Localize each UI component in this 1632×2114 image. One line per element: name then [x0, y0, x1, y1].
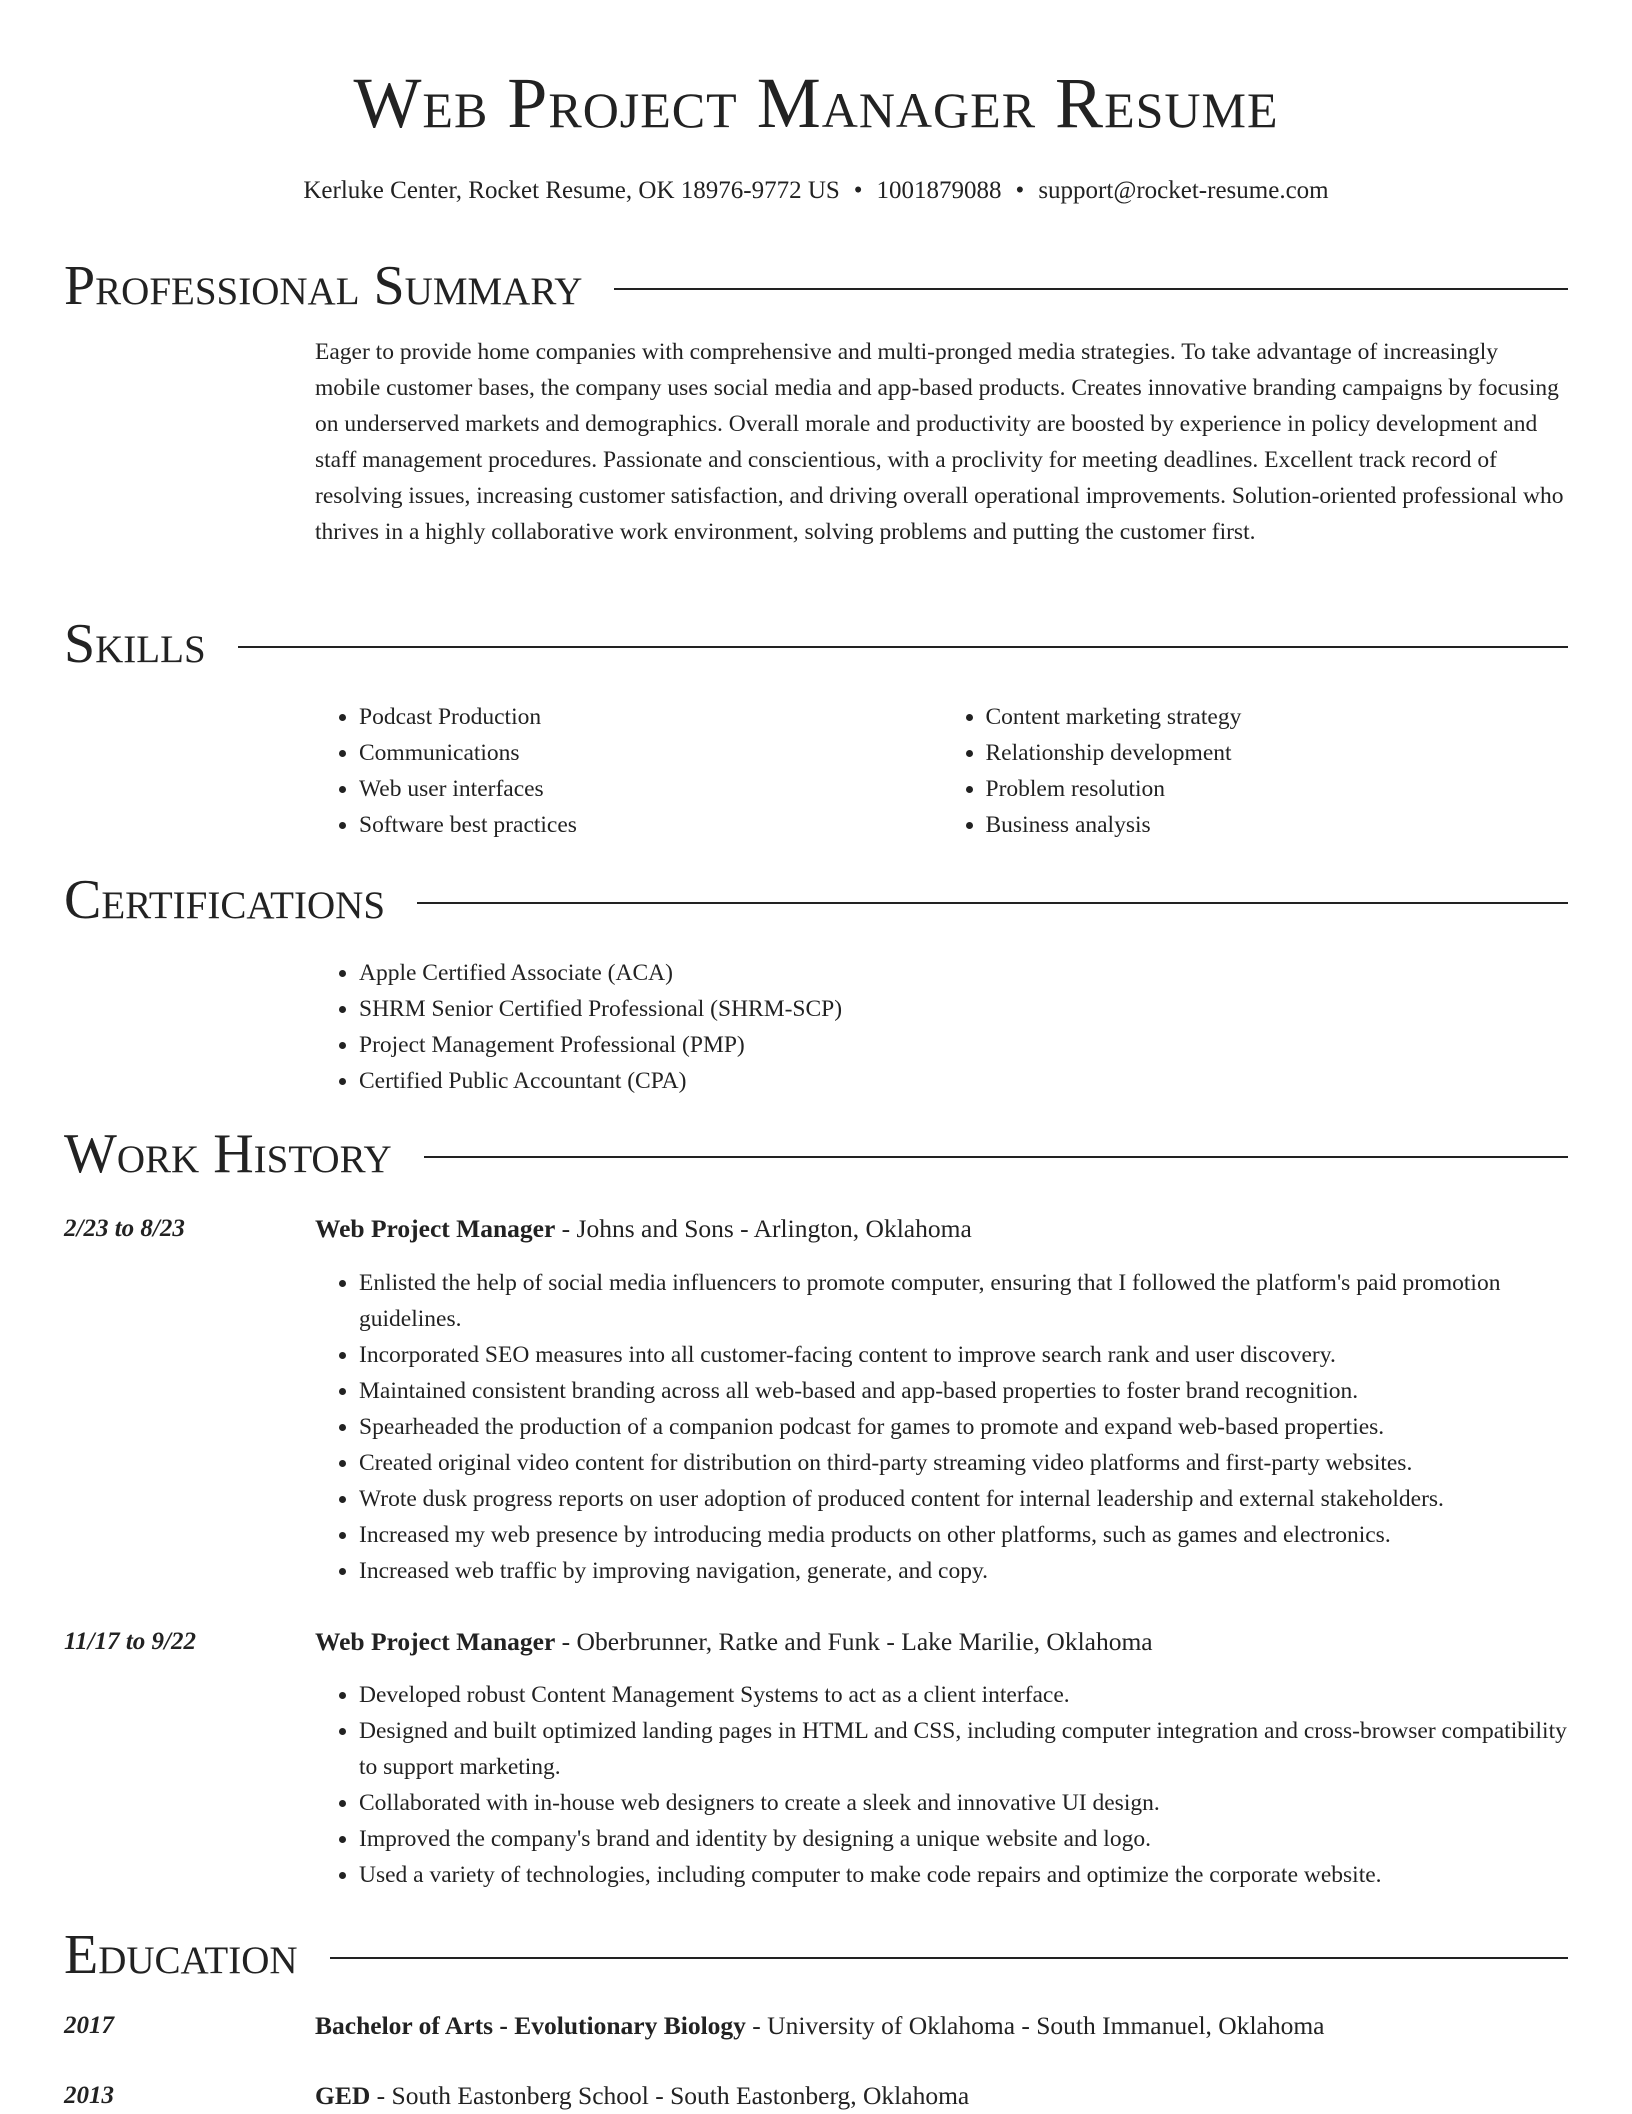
work-heading-line [315, 1624, 1568, 1660]
section-divider [424, 1156, 1568, 1158]
work-bullet-list [315, 1265, 1568, 1589]
summary-heading: Professional Summary [64, 255, 583, 317]
work-bullets [315, 1265, 1568, 1589]
education-year: 2017 [64, 2012, 114, 2039]
contact-phone: 1001879088 [876, 177, 1002, 204]
job-employer: - Oberbrunner, Ratke and Funk - Lake Marilie, Oklahoma [555, 1627, 1153, 1656]
job-title: Web Project Manager [315, 1627, 556, 1656]
certifications-heading: Certifications [64, 869, 386, 931]
certification-item: • Apple Certified Associate (ACA) [359, 955, 1568, 991]
work-bullet-list [315, 1677, 1568, 1893]
education-section-header [64, 1922, 1568, 1988]
skills-column-left [315, 699, 942, 843]
contact-address: Kerluke Center, Rocket Resume, OK 18976-9772 US [303, 177, 840, 204]
section-divider [614, 288, 1568, 290]
skill-item: • Podcast Production [359, 699, 942, 735]
certification-item: • SHRM Senior Certified Professional (SHRM-SCP) [359, 991, 1568, 1027]
skills-list [315, 699, 1568, 843]
work-bullet: • Increased web traffic by improving navigation, generate, and copy. [359, 1553, 1568, 1589]
work-bullet: • Used a variety of technologies, including computer to make code repairs and optimize the corporate website. [359, 1857, 1568, 1893]
section-divider [330, 1957, 1568, 1959]
work-dates: 2/23 to 8/23 [64, 1215, 185, 1242]
skill-item: • Web user interfaces [359, 771, 942, 807]
work-bullet: • Increased my web presence by introducing media products on other platforms, such as games and electronics. [359, 1517, 1568, 1553]
certifications-list [315, 955, 1568, 1099]
work-heading-line [315, 1211, 1568, 1247]
education-degree: GED [315, 2081, 371, 2110]
skill-item: • Content marketing strategy [986, 699, 1569, 735]
certifications-bullets [315, 955, 1568, 1099]
contact-separator: • [853, 177, 863, 204]
skill-item: • Relationship development [986, 735, 1569, 771]
skill-item: • Communications [359, 735, 942, 771]
education-year: 2013 [64, 2082, 114, 2109]
summary-text: Eager to provide home companies with comprehensive and multi-pronged media strategies. To take advantage of increasingly mobile customer bases, the company uses social media and app-based products. Creates innovative branding campaigns by focusing on underserved markets and demographics. Overall morale and productivity are boosted by experience in policy development and staff management procedures. Passionate and conscientious, with a proclivity for meeting deadlines. Excellent track record of resolving issues, increasing customer satisfaction, and driving overall operational improvements. Solution-oriented professional who thrives in a highly collaborative work environment, solving problems and putting the customer first. [315, 339, 1564, 545]
resume-title: Web Project Manager Resume [353, 63, 1279, 143]
work-bullet: • Created original video content for distribution on third-party streaming video platforms and first-party websites. [359, 1445, 1568, 1481]
certification-item: • Certified Public Accountant (CPA) [359, 1063, 1568, 1099]
education-school: - South Eastonberg School - South Eastonberg, Oklahoma [370, 2081, 970, 2110]
contact-email[interactable]: support@rocket-resume.com [1038, 177, 1329, 204]
education-degree: Bachelor of Arts - Evolutionary Biology [315, 2011, 746, 2040]
contact-line [64, 174, 1568, 208]
summary-body [315, 334, 1568, 550]
section-divider [417, 902, 1568, 904]
education-school: - University of Oklahoma - South Immanuel, Oklahoma [745, 2011, 1325, 2040]
work-bullet: • Developed robust Content Management Systems to act as a client interface. [359, 1677, 1568, 1713]
work-bullet: • Improved the company's brand and identity by designing a unique website and logo. [359, 1821, 1568, 1857]
skills-section-header [64, 611, 1568, 677]
education-heading-line [315, 2008, 1568, 2044]
work-heading: Work History [64, 1123, 392, 1185]
summary-section-header [64, 253, 1568, 319]
skill-item: • Business analysis [986, 807, 1569, 843]
work-bullet: • Incorporated SEO measures into all customer-facing content to improve search rank and user discovery. [359, 1337, 1568, 1373]
work-section-header [64, 1121, 1568, 1187]
work-bullets [315, 1677, 1568, 1893]
work-dates: 11/17 to 9/22 [64, 1628, 196, 1655]
work-bullet: • Collaborated with in-house web designers to create a sleek and innovative UI design. [359, 1785, 1568, 1821]
skills-heading: Skills [64, 613, 206, 675]
work-bullet: • Maintained consistent branding across all web-based and app-based properties to foster brand recognition. [359, 1373, 1568, 1409]
section-divider [238, 646, 1568, 648]
certification-item: • Project Management Professional (PMP) [359, 1027, 1568, 1063]
work-bullet: • Wrote dusk progress reports on user adoption of produced content for internal leadership and external stakeholders. [359, 1481, 1568, 1517]
job-title: Web Project Manager [315, 1214, 556, 1243]
skill-item: • Software best practices [359, 807, 942, 843]
work-bullet: • Enlisted the help of social media influencers to promote computer, ensuring that I followed the platform's paid promotion guidelines. [359, 1265, 1568, 1337]
contact-separator: • [1015, 177, 1025, 204]
education-heading-line [315, 2078, 1568, 2114]
skills-column-right [942, 699, 1569, 843]
job-employer: - Johns and Sons - Arlington, Oklahoma [555, 1214, 972, 1243]
education-heading: Education [64, 1924, 298, 1986]
work-bullet: • Spearheaded the production of a companion podcast for games to promote and expand web-based properties. [359, 1409, 1568, 1445]
work-bullet: • Designed and built optimized landing pages in HTML and CSS, including computer integration and cross-browser compatibility to support marketing. [359, 1713, 1568, 1785]
skill-item: • Problem resolution [986, 771, 1569, 807]
certifications-section-header [64, 867, 1568, 933]
